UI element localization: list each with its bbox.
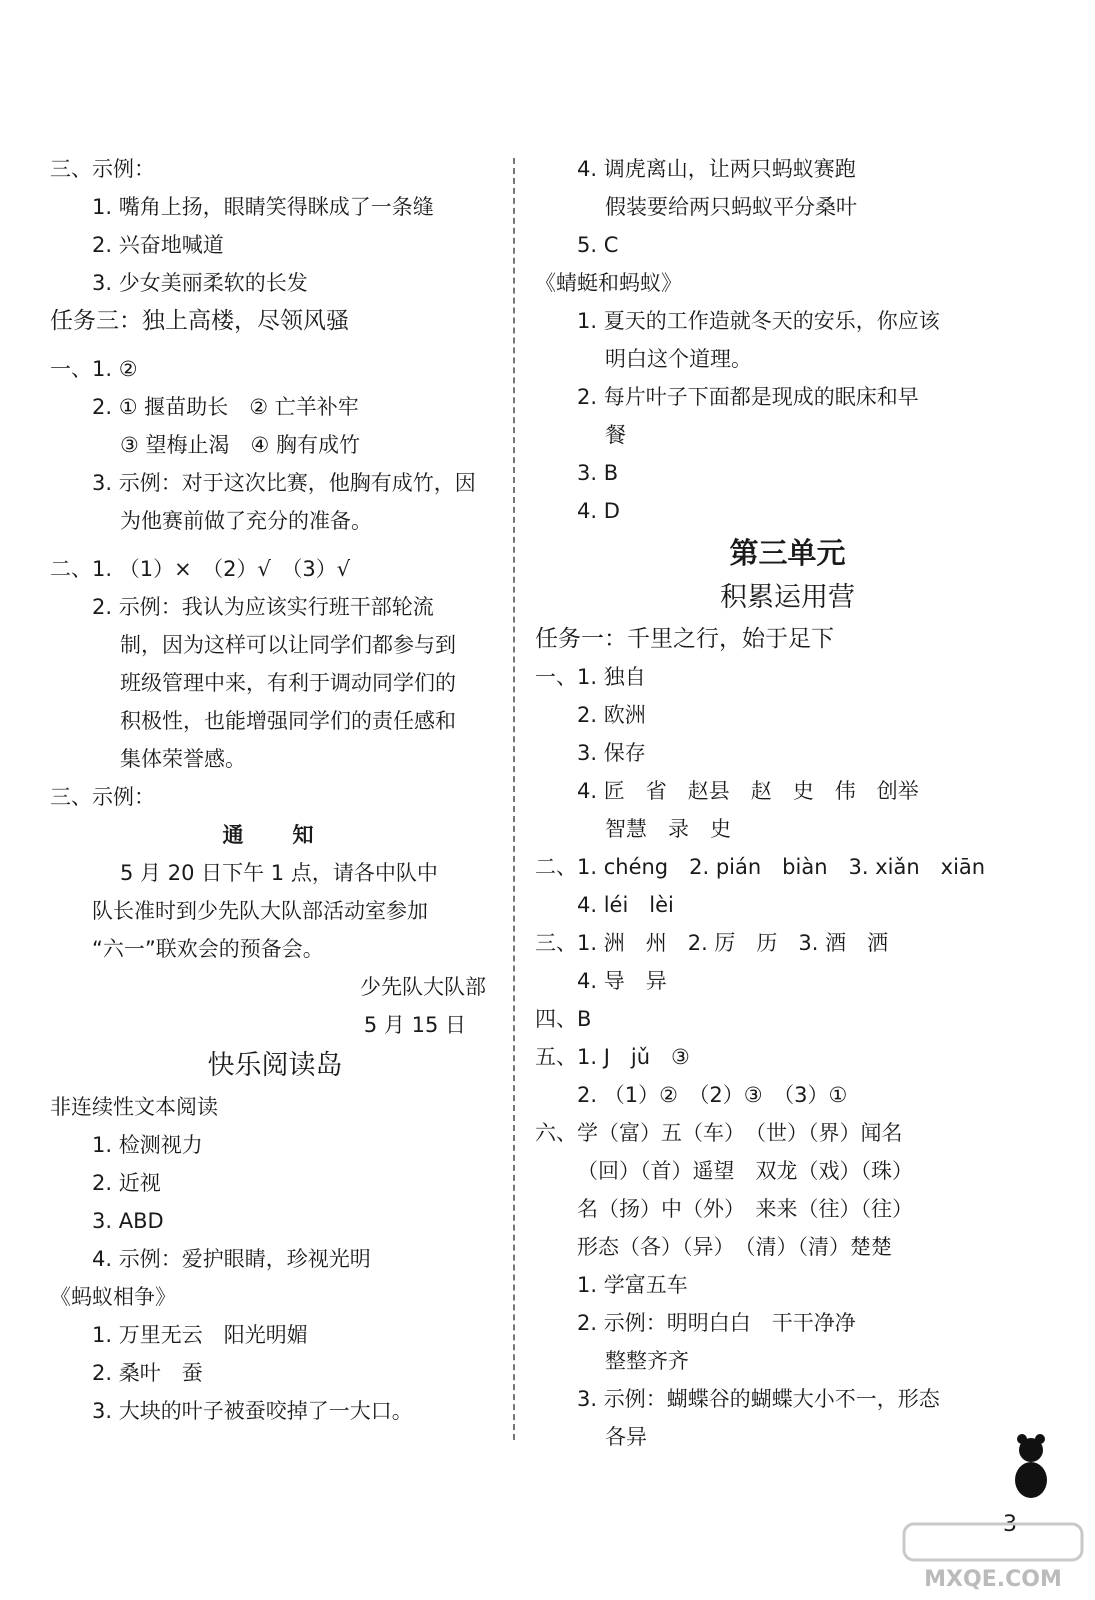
answer-line: 形态（各）（异） （清）（清）楚楚 [577, 1235, 892, 1259]
answer-line: 4. 匠 省 赵县 赵 史 伟 创举 [577, 779, 919, 803]
left-column [50, 150, 500, 1430]
unit-heading: 第三单元 [729, 536, 846, 570]
answer-line: 2. ① 揠苗助长 ② 亡羊补牢 [92, 395, 359, 419]
subsection-label: 《蚂蚁相争》 [50, 1285, 176, 1309]
section-heading: 快乐阅读岛 [207, 1050, 343, 1081]
task-heading: 任务三：独上高楼，尽领风骚 [50, 308, 349, 334]
section-label: 一、1. 独自 [535, 665, 646, 689]
answer-line: 各异 [605, 1425, 647, 1449]
answer-line: ③ 望梅止渴 ④ 胸有成竹 [120, 433, 361, 457]
answer-line: 2. 兴奋地喊道 [92, 233, 224, 257]
answer-line: 2. 近视 [92, 1171, 161, 1195]
answer-line: 3. ABD [92, 1209, 164, 1233]
section-heading: 积累运用营 [720, 582, 855, 613]
section-label: 三、1. 洲 州 2. 厉 历 3. 酒 洒 [535, 931, 889, 955]
section-label: 六、学（富）五（车） （世）（界）闻名 [535, 1121, 903, 1145]
answer-line: 4. 调虎离山，让两只蚂蚁赛跑 [577, 157, 856, 181]
answer-line: 3. 保存 [577, 741, 646, 765]
section-label: 二、1. chéng 2. pián biàn 3. xiǎn xiān [535, 855, 986, 879]
section-label: 一、1. ② [50, 357, 138, 381]
answer-line: 4. 示例：爱护眼睛，珍视光明 [92, 1247, 371, 1271]
answer-line: 整整齐齐 [605, 1349, 689, 1373]
answer-line: 1. 嘴角上扬，眼睛笑得眯成了一条缝 [92, 195, 434, 219]
answer-line: 集体荣誉感。 [120, 747, 246, 771]
answer-line: 2. 桑叶 蚕 [92, 1361, 203, 1385]
answer-line: 5. C [577, 233, 619, 257]
notice-date: 5 月 15 日 [363, 1013, 466, 1037]
task-heading: 任务一：千里之行，始于足下 [535, 626, 834, 652]
watermark-text: MXQE.COM [924, 1567, 1062, 1592]
answer-line: 智慧 录 史 [605, 817, 731, 841]
notice-line: 队长准时到少先队大队部活动室参加 [92, 899, 428, 923]
answer-line: 2. 示例：我认为应该实行班干部轮流 [92, 595, 434, 619]
answer-line: （回）（首）遥望 双龙（戏）（珠） [577, 1159, 913, 1183]
page-number: 3 [1003, 1512, 1017, 1537]
answer-line: 3. B [577, 461, 619, 485]
answer-line: 2. 欧洲 [577, 703, 646, 727]
section-label: 五、1. J jǔ ③ [535, 1045, 690, 1069]
answer-line: 班级管理中来，有利于调动同学们的 [120, 671, 456, 695]
answer-line: 1. 万里无云 阳光明媚 [92, 1323, 308, 1347]
answer-line: 3. 大块的叶子被蚕咬掉了一大口。 [92, 1399, 413, 1423]
answer-line: 积极性，也能增强同学们的责任感和 [120, 709, 456, 733]
subsection-label: 非连续性文本阅读 [50, 1095, 218, 1119]
answer-line: 为他赛前做了充分的准备。 [120, 509, 372, 533]
notice-title: 通 知 [222, 823, 328, 847]
answer-line: 餐 [605, 423, 626, 447]
answer-line: 2. 每片叶子下面都是现成的眠床和早 [577, 385, 919, 409]
answer-line: 3. 示例：对于这次比赛，他胸有成竹，因 [92, 471, 476, 495]
answer-line: 3. 示例：蝴蝶谷的蝴蝶大小不一，形态 [577, 1387, 940, 1411]
column-divider [513, 158, 515, 1440]
answer-line: 1. 学富五车 [577, 1273, 688, 1297]
subsection-label: 《蜻蜓和蚂蚁》 [535, 271, 682, 295]
answer-line: 1. 夏天的工作造就冬天的安乐，你应该 [577, 309, 940, 333]
section-label: 三、示例： [50, 785, 155, 809]
watermark-logo [898, 1520, 1088, 1592]
answer-line: 明白这个道理。 [605, 347, 752, 371]
answer-line: 2. （1）② （2）③ （3）① [577, 1083, 848, 1107]
section-label: 二、1. （1）× （2）√ （3）√ [50, 557, 351, 581]
answer-line: 名（扬）中（外） 来来（往）（往） [577, 1197, 913, 1221]
answer-line: 4. D [577, 499, 620, 523]
section-label: 三、示例： [50, 157, 155, 181]
notice-line: 5 月 20 日下午 1 点，请各中队中 [120, 861, 438, 885]
answer-line: 2. 示例：明明白白 干干净净 [577, 1311, 856, 1335]
answer-line: 制，因为这样可以让同学们都参与到 [120, 633, 456, 657]
answer-line: 假装要给两只蚂蚁平分桑叶 [605, 195, 857, 219]
notice-line: “六一”联欢会的预备会。 [92, 937, 324, 961]
right-column [535, 150, 1040, 1456]
answer-line: 4. léi lèi [577, 893, 674, 917]
section-label: 四、B [535, 1007, 592, 1031]
notice-signature: 少先队大队部 [360, 975, 486, 999]
answer-line: 4. 导 异 [577, 969, 667, 993]
mascot-icon [1010, 1430, 1052, 1500]
answer-line: 1. 检测视力 [92, 1133, 203, 1157]
answer-line: 3. 少女美丽柔软的长发 [92, 271, 308, 295]
